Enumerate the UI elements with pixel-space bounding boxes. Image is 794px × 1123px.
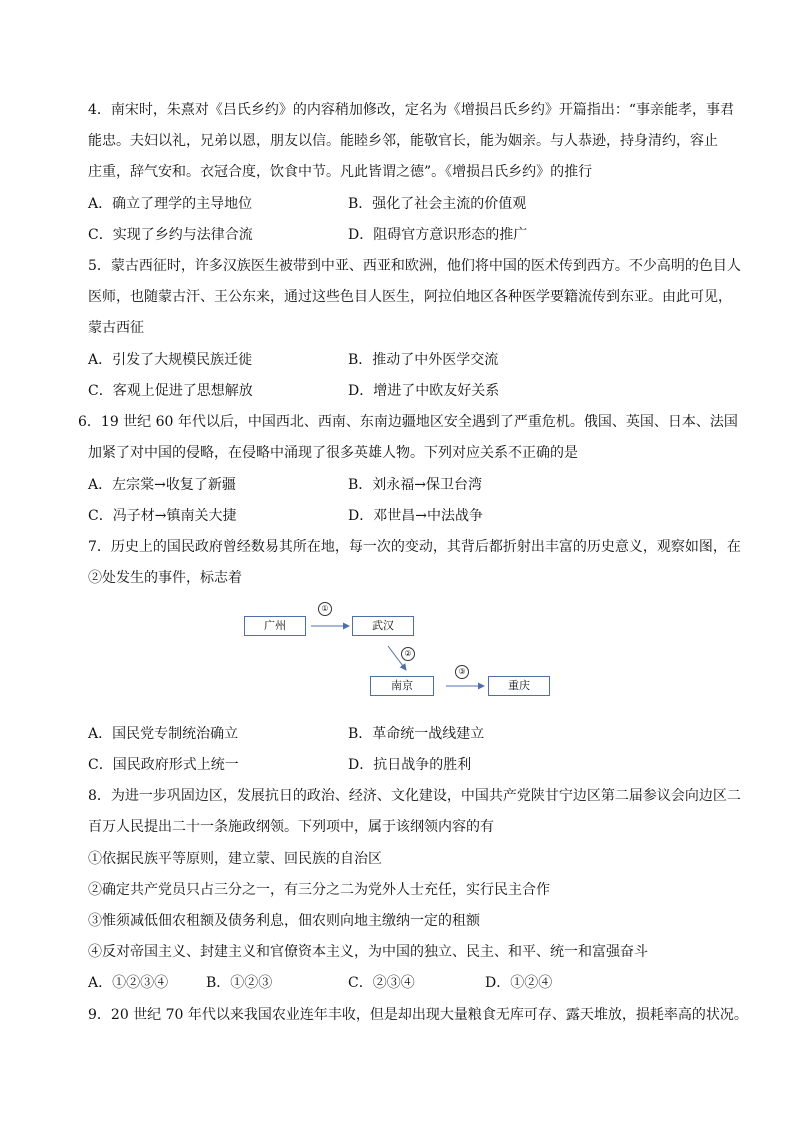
question-5-option-c[interactable]: C．客观上促进了思想解放 [88, 383, 253, 399]
question-7-option-c[interactable]: C．国民政府形式上统一 [88, 757, 239, 773]
question-8-statement-2: ②确定共产党员只占三分之一，有三分之二为党外人士充任，实行民主合作 [88, 882, 550, 898]
question-7-stem-line-2: ②处发生的事件，标志着 [88, 570, 242, 586]
question-8-stem-line-1: 8．为进一步巩固边区，发展抗日的政治、经济、文化建设，中国共产党陕甘宁边区第二届参议会向边区二 [88, 788, 741, 804]
question-5-option-d[interactable]: D．增进了中欧友好关系 [348, 383, 500, 399]
question-4-stem-line-3: 庄重，辞气安和。衣冠合度，饮食中节。凡此皆谓之德”。《增损吕氏乡约》的推行 [88, 164, 593, 180]
question-8-option-d[interactable]: D．①②④ [485, 975, 553, 991]
question-8-statement-4: ④反对帝国主义、封建主义和官僚资本主义，为中国的独立、民主、和平、统一和富强奋斗 [88, 944, 648, 960]
question-5-stem-line-1: 5．蒙古西征时，许多汉族医生被带到中亚、西亚和欧洲，他们将中国的医术传到西方。不少高明的色目人 [88, 258, 741, 274]
question-6-option-a[interactable]: A．左宗棠→收复了新疆 [88, 477, 236, 493]
question-8-statement-1: ①依据民族平等原则，建立蒙、回民族的自治区 [88, 851, 382, 867]
step-marker-3: ③ [455, 665, 469, 679]
question-7-option-b[interactable]: B．革命统一战线建立 [348, 726, 485, 742]
question-8-stem-line-2: 百万人民提出二十一条施政纲领。下列项中，属于该纲领内容的有 [88, 819, 494, 835]
question-5-stem-line-2: 医师，也随蒙古汗、王公东来，通过这些色目人医生，阿拉伯地区各种医学要籍流传到东亚。由此可见， [88, 289, 732, 305]
step-marker-1: ① [318, 602, 332, 616]
question-5-stem-line-3: 蒙古西征 [88, 320, 144, 336]
question-8-statement-3: ③惟须减低佃农租额及债务利息，佃农则向地主缴纳一定的租额 [88, 913, 480, 929]
question-6-option-c[interactable]: C．冯子材→镇南关大捷 [88, 508, 237, 524]
city-box-nanjing: 南京 [370, 676, 434, 696]
question-4-stem-line-2: 能忠。夫妇以礼，兄弟以恩，朋友以信。能睦乡邻，能敬官长，能为姻亲。与人恭逊，持身清约，容止 [88, 133, 718, 149]
question-7-stem-line-1: 7．历史上的国民政府曾经数易其所在地，每一次的变动，其背后都折射出丰富的历史意义，观察如图，在 [88, 539, 741, 555]
question-5-option-a[interactable]: A．引发了大规模民族迁徙 [88, 352, 253, 368]
city-box-wuhan: 武汉 [352, 616, 414, 636]
question-6-stem-line-1: 6．19 世纪 60 年代以后，中国西北、西南、东南边疆地区安全遇到了严重危机。俄国、英国、日本、法国 [78, 414, 738, 430]
question-8-option-a[interactable]: A．①②③④ [88, 975, 169, 991]
question-4-option-a[interactable]: A．确立了理学的主导地位 [88, 196, 253, 212]
question-6-stem-line-2: 加紧了对中国的侵略，在侵略中涌现了很多英雄人物。下列对应关系不正确的是 [88, 445, 578, 461]
question-7-option-a[interactable]: A．国民党专制统治确立 [88, 726, 239, 742]
question-5-option-b[interactable]: B．推动了中外医学交流 [348, 352, 499, 368]
question-7-option-d[interactable]: D．抗日战争的胜利 [348, 757, 472, 773]
question-9-stem-line-1: 9．20 世纪 70 年代以来我国农业连年丰收，但是却出现大量粮食无库可存、露天堆放，损耗率高的状况。 [88, 1007, 748, 1023]
question-6-option-d[interactable]: D．邓世昌→中法战争 [348, 508, 483, 524]
city-box-chongqing: 重庆 [488, 676, 550, 696]
step-marker-2: ② [401, 647, 415, 661]
question-8-option-b[interactable]: B．①②③ [206, 975, 273, 991]
question-4-option-d[interactable]: D．阻碍官方意识形态的推广 [348, 227, 528, 243]
question-4-option-b[interactable]: B．强化了社会主流的价值观 [348, 196, 527, 212]
city-box-guangzhou: 广州 [244, 616, 306, 636]
capital-relocation-diagram [236, 600, 566, 700]
question-8-option-c[interactable]: C．②③④ [348, 975, 415, 991]
question-4-option-c[interactable]: C．实现了乡约与法律合流 [88, 227, 253, 243]
question-4-stem-line-1: 4．南宋时，朱熹对《吕氏乡约》的内容稍加修改，定名为《增损吕氏乡约》开篇指出：“事亲能孝，事君 [88, 102, 735, 118]
question-6-option-b[interactable]: B．刘永福→保卫台湾 [348, 477, 483, 493]
